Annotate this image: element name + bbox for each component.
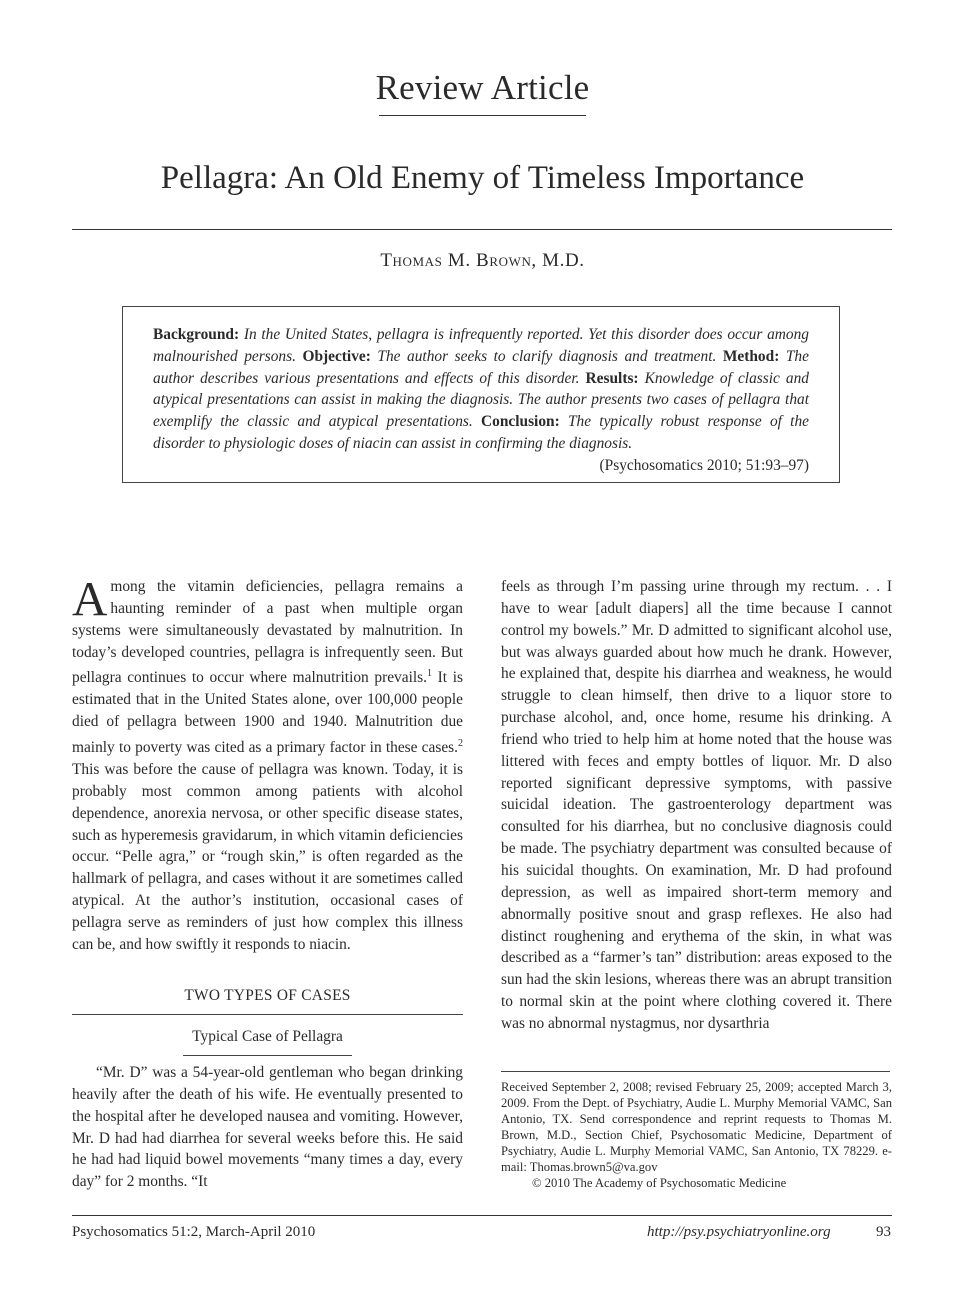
subsection-heading: Typical Case of Pellagra [192, 1028, 343, 1045]
section-heading-rule [72, 1014, 463, 1015]
abstract-background-label: Background: [153, 326, 240, 343]
section-label-underline [379, 115, 586, 116]
intro-text-part2: It is estimated that in the United States alone, over 100,000 people died of pellagra between 1900 and 1940. Malnutrition due mainly to poverty was cited as a primary factor in these cases. [72, 669, 463, 757]
footnote-divider [501, 1071, 890, 1072]
abstract-background-text: In the United States, pellagra is infrequently reported. Yet this disorder does occur among malnourished persons. [153, 326, 809, 365]
abstract-box [122, 306, 840, 483]
page-number: 93 [876, 1224, 891, 1240]
abstract-method-text: The author describes various presentations and effects of this disorder. [153, 347, 809, 387]
footnote [501, 1079, 892, 1191]
abstract-conclusion-text: The typically robust response of the disorder to physiologic doses of niacin can assist in confirming the diagnosis. [153, 413, 809, 452]
intro-text-part1: mong the vitamin deficiencies, pellagra remains a haunting reminder of a past when multiple organ systems were simultaneously devastated by malnutrition. In today’s developed countries, pellagra is infrequently seen. But pellagra continues to occur where malnutrition prevails. [72, 578, 463, 687]
case-column-left [72, 1062, 463, 1193]
abstract-results-label: Results: [585, 369, 639, 387]
title-divider [72, 229, 892, 230]
section-label: Review Article [375, 68, 590, 107]
abstract-citation: (Psychosomatics 2010; 51:93–97) [599, 456, 809, 474]
abstract-results-text: Knowledge of classic and atypical presentations can assist in making the diagnosis. The author presents two cases of pellagra that exemplify the classic and atypical presentations. [153, 369, 809, 431]
intro-text-part3: This was before the cause of pellagra was known. Today, it is probably most common among patients with alcohol dependence, anorexia nervosa, or other specific disease states, such as hyperemesis gravidarum, in which vitamin deficiencies occur. “Pelle agra,” or “rough skin,” is often regarded as the hallmark of pellagra, and cases without it are sometimes called atypical. At the author’s institution, occasional cases of pellagra serve as reminders of just how complex this illness can be, and how swiftly it responds to niacin. [72, 761, 463, 953]
case-paragraph: “Mr. D” was a 54-year-old gentleman who began drinking heavily after the death of his wife. He eventually presented to the hospital after he developed nausea and vomiting. However, Mr. D had had diarrhea for several weeks before this. He said he had had liquid bowel movements “many times a day, every day” for 2 months. “It [72, 1064, 463, 1191]
abstract-objective-label: Objective: [302, 347, 371, 365]
intro-paragraph [72, 571, 463, 956]
footer-divider [72, 1215, 892, 1216]
body-column-left [72, 571, 463, 956]
abstract-method-label: Method: [722, 347, 780, 365]
footnote-received: Received September 2, 2008; revised February 25, 2009; accepted March 3, 2009. From the Dept. of Psychiatry, Audie L. Murphy Memorial VAMC, San Antonio, TX. Send correspondence and reprint requests to Thomas M. Brown, M.D., Section Chief, Psychosomatic Medicine, Department of Psychiatry, Audie L. Murphy Memorial VAMC, San Antonio, TX 78229. e-mail: Thomas.brown5@va.gov [501, 1080, 892, 1174]
reference-1[interactable]: 1 [426, 668, 432, 680]
abstract-conclusion-label: Conclusion: [481, 413, 560, 431]
abstract-objective-text: The author seeks to clarify diagnosis and treatment. [377, 347, 717, 365]
footer-url-link[interactable]: http://psy.psychiatryonline.org [647, 1224, 831, 1240]
footnote-copyright: © 2010 The Academy of Psychosomatic Medicine [532, 1176, 787, 1190]
author-byline: Thomas M. Brown, M.D. [380, 250, 585, 271]
article-title: Pellagra: An Old Enemy of Timeless Importance [160, 160, 805, 196]
body-column-right [501, 576, 892, 1035]
reference-2[interactable]: 2 [458, 738, 463, 750]
footer-journal: Psychosomatics 51:2, March-April 2010 [72, 1224, 316, 1240]
subsection-heading-rule [183, 1055, 352, 1056]
section-heading: TWO TYPES OF CASES [184, 987, 351, 1004]
drop-cap: A [72, 571, 108, 626]
case-continuation: feels as through I’m passing urine through my rectum. . . I have to wear [adult diapers] all the time because I cannot control my bowels.” Mr. D admitted to significant alcohol use, but was always guarded about how much he drank. However, he explained that, despite his diarrhea and weakness, he would struggle to clean himself, then drive to a liquor store to purchase alcohol, and, once home, resume his drinking. A friend who tried to help him at home noted that the house was littered with feces and empty bottles of liquor. Mr. D also reported significant depressive symptoms, with passive suicidal ideation. The gastroenterology department was consulted for his diarrhea, but no conclusive diagnosis could be made. The psychiatry department was consulted because of his suicidal thoughts. On examination, Mr. D had profound depression, as well as impaired short-term memory and abnormally positive snout and grasp reflexes. He also had distinct roughening and erythema of the skin, in what was described as a “farmer’s tan” distribution: areas exposed to the sun had the skin lesions, whereas there was an abrupt transition to normal skin at the point where clothing covered it. There was no abnormal nystagmus, nor dysarthria [501, 578, 892, 1032]
